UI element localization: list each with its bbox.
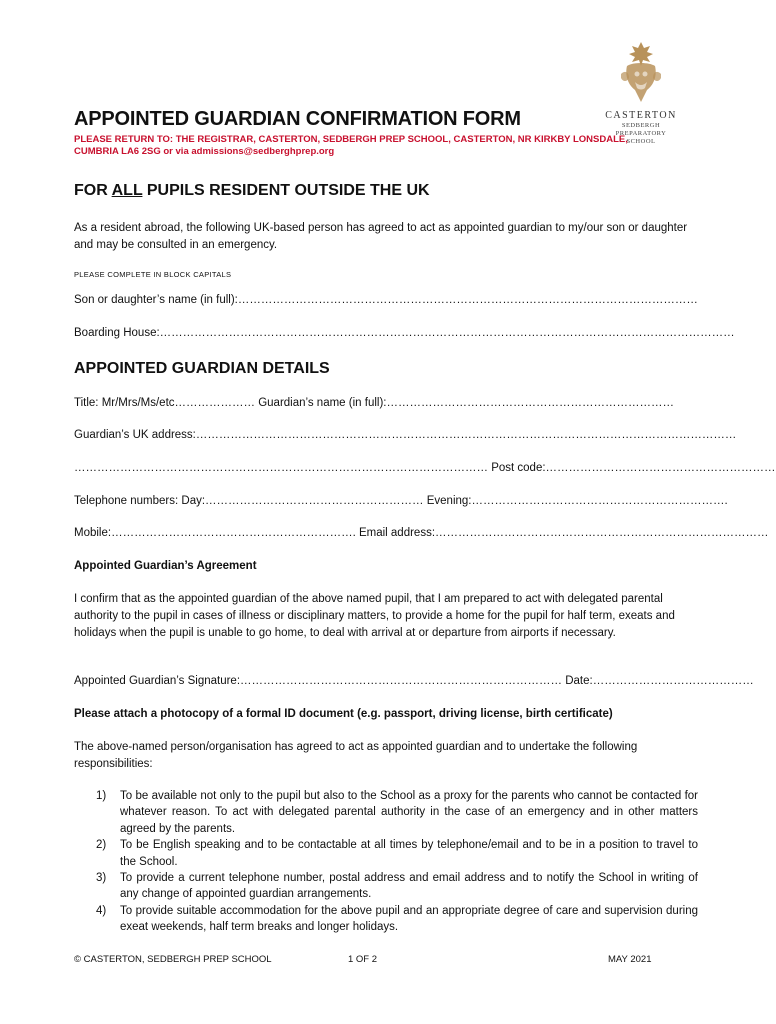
responsibility-text: To provide a current telephone number, postal address and email address and to notify the School in writing of any change of appointed guardian arrangements. bbox=[120, 872, 698, 901]
mobile-email-field[interactable]: Mobile:………………………………………………………. Email address:…………………………………………………………………………… bbox=[74, 527, 769, 539]
responsibility-number: 2) bbox=[96, 839, 107, 852]
heading-post: PUPILS RESIDENT OUTSIDE THE UK bbox=[142, 182, 430, 199]
logo-sub-line1: SEDBERGH PREPARATORY bbox=[615, 122, 667, 137]
block-capitals-note: PLEASE COMPLETE IN BLOCK CAPITALS bbox=[74, 270, 232, 279]
return-address bbox=[74, 134, 714, 158]
responsibilities-list bbox=[74, 788, 698, 936]
crest-icon bbox=[617, 40, 665, 104]
responsibility-item bbox=[74, 903, 698, 936]
footer-page-number: 1 OF 2 bbox=[348, 954, 378, 965]
school-logo bbox=[600, 40, 682, 146]
responsibility-item bbox=[74, 837, 698, 870]
section-heading-resident bbox=[74, 182, 430, 200]
guardian-title-name-field[interactable]: Title: Mr/Mrs/Ms/etc………………… Guardian’s name (in full):………………………………………………………………… bbox=[74, 397, 674, 409]
responsibility-item bbox=[74, 870, 698, 903]
son-daughter-name-field[interactable]: Son or daughter’s name (in full):………………………………………………………………………………………………………… bbox=[74, 294, 698, 306]
telephone-numbers-field[interactable]: Telephone numbers: Day:………………………………………………… Evening:…………………………………………………………. bbox=[74, 495, 728, 507]
responsibility-number: 4) bbox=[96, 904, 107, 917]
heading-pre: FOR bbox=[74, 182, 112, 199]
signature-date-field[interactable]: Appointed Guardian’s Signature:………………………………………………………………………… Date:…………………………………… bbox=[74, 675, 754, 687]
guardian-address-field[interactable]: Guardian’s UK address:…………………………………………………………………………………………………………………………… bbox=[74, 429, 737, 441]
return-address-line1: PLEASE RETURN TO: THE REGISTRAR, CASTERTON, SEDBERGH PREP SCHOOL, CASTERTON, NR KIRKBY LONSDALE, bbox=[74, 134, 628, 145]
footer-date: MAY 2021 bbox=[608, 954, 652, 965]
boarding-house-field[interactable]: Boarding House:…………………………………………………………………………………………………………………………………… bbox=[74, 327, 735, 339]
agreement-heading: Appointed Guardian’s Agreement bbox=[74, 560, 257, 572]
attach-id-note: Please attach a photocopy of a formal ID document (e.g. passport, driving license, birth certificate) bbox=[74, 708, 613, 720]
heading-underlined: ALL bbox=[111, 182, 143, 199]
agreement-paragraph: I confirm that as the appointed guardian of the above named pupil, that I am prepared to act with delegated parental authority to the pupil in cases of illness or disciplinary matters, to provide a home for the pupil for half term, exeats and holidays when the pupil is unable to go home, to deal with arrival at or departure from airports if necessary. bbox=[74, 593, 675, 639]
responsibility-text: To be available not only to the pupil but also to the School as a proxy for the parents who cannot be contacted for whatever reason. To act with delegated parental authority in the case of an emergency and in other matters agreed by the parents. bbox=[120, 790, 698, 835]
responsibility-text: To be English speaking and to be contactable at all times by telephone/email and to be in a position to travel to the School. bbox=[120, 839, 698, 868]
responsibility-text: To provide suitable accommodation for the above pupil and an appropriate degree of care and supervision during exeat weekends, half term breaks and longer holidays. bbox=[120, 904, 698, 934]
responsibility-number: 3) bbox=[96, 872, 107, 885]
footer-copyright: © CASTERTON, SEDBERGH PREP SCHOOL bbox=[74, 954, 272, 965]
section-heading-guardian: APPOINTED GUARDIAN DETAILS bbox=[74, 360, 330, 377]
logo-name: CASTERTON bbox=[605, 110, 677, 121]
form-title: APPOINTED GUARDIAN CONFIRMATION FORM bbox=[74, 108, 521, 130]
responsibilities-intro: The above-named person/organisation has agreed to act as appointed guardian and to undertake the following responsibilities: bbox=[74, 741, 638, 770]
responsibility-item bbox=[74, 788, 698, 837]
intro-paragraph: As a resident abroad, the following UK-based person has agreed to act as appointed guardian to my/our son or daughter and may be consulted in an emergency. bbox=[74, 222, 688, 251]
return-address-line2: CUMBRIA LA6 2SG or via admissions@sedberghprep.org bbox=[74, 146, 335, 157]
guardian-address-postcode-field[interactable]: ……………………………………………………………………………………………… Post code:…………………………………………………… bbox=[74, 462, 776, 474]
responsibility-number: 1) bbox=[96, 790, 107, 802]
logo-sub-line2: SCHOOL bbox=[626, 138, 656, 145]
